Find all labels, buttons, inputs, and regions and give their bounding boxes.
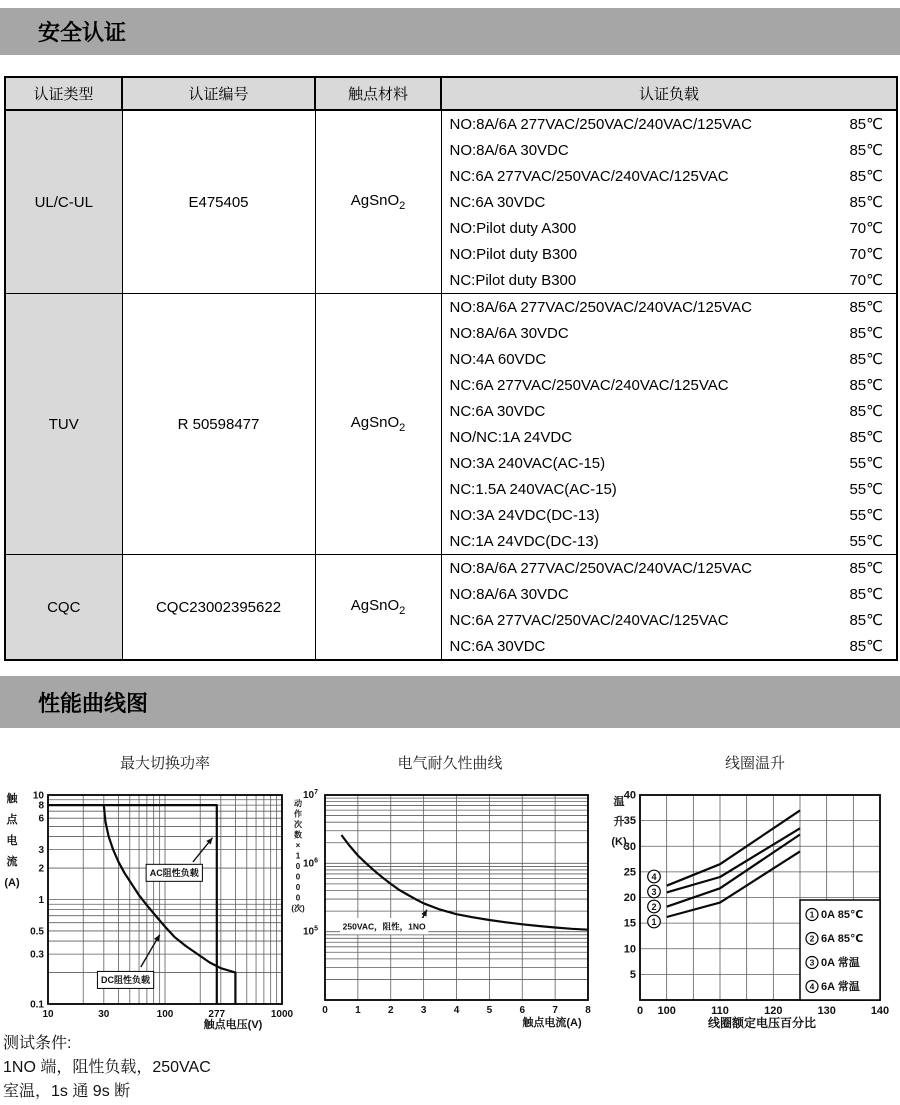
section-header-performance-curves [0, 676, 900, 728]
svg-text:3: 3 [809, 957, 815, 968]
load-temperature: 70℃ [849, 272, 883, 289]
axis-labels [4, 791, 262, 1031]
svg-text:107: $10^7$ [303, 789, 319, 801]
svg-text:触: 触 [6, 793, 18, 805]
cert-number-cell: R 50598477 [122, 294, 315, 555]
load-description: NO:3A 24VDC(DC-13) [449, 506, 600, 524]
chart-electrical-endurance [290, 780, 610, 1030]
load-description: NC:6A 30VDC [449, 637, 546, 655]
load-line [442, 372, 897, 398]
svg-text:2: 2 [809, 933, 815, 944]
load-description: NO/NC:1A 24VDC [449, 428, 573, 446]
svg-text:3: 3 [38, 845, 44, 857]
col-header-contact-material: 触点材料 [315, 77, 441, 110]
cert-type-cell: TUV [5, 294, 122, 555]
load-temperature: 85℃ [849, 560, 883, 577]
load-description: NO:8A/6A 30VDC [449, 324, 569, 342]
svg-text:100: 100 [156, 1009, 174, 1020]
load-description: NO:8A/6A 277VAC/250VAC/240VAC/125VAC [449, 115, 752, 133]
annotation [340, 910, 428, 935]
svg-text:0A 常温: 0A 常温 [821, 957, 860, 969]
load-temperature: 55℃ [849, 481, 883, 498]
svg-text:25: 25 [623, 866, 636, 879]
cert-loads-cell [441, 555, 897, 661]
test-conditions-line: 室温，1s 通 9s 断 [3, 1083, 131, 1100]
svg-text:电: 电 [6, 835, 18, 847]
svg-text:4: 4 [809, 981, 815, 992]
svg-text:2: 2 [651, 902, 657, 912]
load-description: NC:6A 277VAC/250VAC/240VAC/125VAC [449, 167, 729, 185]
load-temperature: 85℃ [849, 377, 883, 394]
load-line [442, 111, 897, 137]
svg-text:4: 4 [651, 872, 657, 882]
load-line [442, 633, 897, 659]
svg-text:流: 流 [6, 856, 18, 868]
load-line [442, 476, 897, 502]
load-description: NC:1.5A 240VAC(AC-15) [449, 480, 617, 498]
svg-text:温: 温 [613, 796, 625, 808]
load-temperature: 85℃ [849, 168, 883, 185]
load-temperature: 85℃ [849, 351, 883, 368]
cert-group-row [5, 555, 897, 661]
annotation [97, 935, 159, 989]
load-temperature: 85℃ [849, 429, 883, 446]
svg-text:次: 次 [294, 820, 302, 829]
load-line [442, 555, 897, 581]
load-description: NO:8A/6A 30VDC [449, 585, 569, 603]
load-temperature: 55℃ [849, 507, 883, 524]
load-temperature: 85℃ [849, 325, 883, 342]
svg-text:277: 277 [208, 1009, 226, 1020]
svg-text:线圈额定电压百分比: 线圈额定电压百分比 [707, 1016, 817, 1030]
cert-type-cell: CQC [5, 555, 122, 661]
series-curve [667, 851, 800, 917]
col-header-cert-number: 认证编号 [122, 77, 315, 110]
svg-text:8: 8 [585, 1005, 591, 1016]
load-line [442, 528, 897, 554]
load-temperature: 85℃ [849, 299, 883, 316]
svg-text:6: 6 [38, 813, 44, 825]
svg-text:作: 作 [294, 809, 302, 819]
load-description: NO:4A 60VDC [449, 350, 547, 368]
svg-text:(K): (K) [611, 836, 627, 848]
svg-text:数: 数 [294, 830, 302, 840]
load-line [442, 163, 897, 189]
table-header-row [5, 77, 897, 110]
load-line [442, 607, 897, 633]
load-description: NC:6A 30VDC [449, 193, 546, 211]
load-line [442, 189, 897, 215]
svg-text:3: 3 [651, 887, 657, 897]
grid [325, 795, 588, 1000]
svg-text:10: 10 [42, 1009, 54, 1020]
svg-text:106: $10^6$ [303, 857, 319, 870]
svg-text:40: 40 [623, 789, 636, 802]
load-line [442, 294, 897, 320]
col-header-cert-type: 认证类型 [5, 77, 122, 110]
load-description: NO:Pilot duty A300 [449, 219, 577, 237]
load-description: NC:6A 30VDC [449, 402, 546, 420]
series-curve [341, 835, 588, 930]
svg-text:DC阻性负载: DC阻性负载 [101, 975, 151, 986]
svg-text:10: 10 [623, 943, 636, 956]
svg-text:AC阻性负载: AC阻性负载 [149, 868, 199, 879]
cert-loads-cell [441, 294, 897, 555]
load-line [442, 346, 897, 372]
axis-labels [611, 794, 816, 1030]
svg-text:30: 30 [98, 1009, 110, 1020]
svg-text:20: 20 [623, 892, 636, 904]
svg-text:5: 5 [629, 968, 636, 981]
cert-loads-cell [441, 110, 897, 294]
test-conditions-line: 测试条件: [3, 1035, 72, 1052]
svg-text:0: 0 [295, 883, 301, 892]
load-temperature: 70℃ [849, 246, 883, 263]
load-temperature: 85℃ [849, 638, 883, 655]
cert-group-row [5, 294, 897, 555]
load-line [442, 450, 897, 476]
svg-text:0.1: 0.1 [30, 999, 44, 1011]
svg-text:0: 0 [636, 1005, 644, 1017]
svg-text:动: 动 [294, 799, 302, 808]
svg-text:30: 30 [623, 840, 636, 853]
load-line [442, 581, 897, 607]
svg-text:250VAC，阻性，1NO: 250VAC，阻性，1NO [342, 921, 426, 932]
load-line [442, 398, 897, 424]
section-header-safety-certification [0, 8, 900, 55]
contact-material-cell: AgSnO$_2$ [315, 294, 441, 555]
load-description: NC:6A 277VAC/250VAC/240VAC/125VAC [449, 376, 729, 394]
section-title-safety: 安全认证 [38, 20, 127, 45]
contact-material-cell: AgSnO$_2$ [315, 110, 441, 294]
load-description: NC:Pilot duty B300 [449, 271, 577, 289]
chart-title-max-switching-power: 最大切换功率 [119, 755, 210, 772]
svg-text:8: 8 [38, 800, 44, 812]
annotation [146, 838, 212, 882]
svg-text:6: 6 [519, 1005, 526, 1016]
svg-text:105: $10^5$ [303, 925, 319, 938]
load-temperature: 70℃ [849, 220, 883, 237]
svg-text:0.5: 0.5 [30, 926, 44, 938]
chart-coil-temperature-rise [610, 780, 900, 1030]
svg-text:0: 0 [322, 1005, 328, 1016]
svg-text:触点电流(A): 触点电流(A) [522, 1017, 582, 1029]
svg-text:0: 0 [295, 862, 301, 871]
legend [800, 900, 880, 1000]
chart-max-switching-power [0, 780, 300, 1030]
svg-text:10: 10 [32, 790, 44, 802]
load-description: NC:1A 24VDC(DC-13) [449, 532, 599, 550]
svg-text:1: 1 [295, 851, 301, 861]
load-temperature: 55℃ [849, 533, 883, 550]
svg-text:1: 1 [809, 909, 815, 920]
load-description: NO:8A/6A 277VAC/250VAC/240VAC/125VAC [449, 559, 752, 577]
load-line [442, 137, 897, 163]
svg-text:升: 升 [613, 816, 625, 828]
svg-text:(A): (A) [4, 877, 20, 889]
load-line [442, 215, 897, 241]
svg-text:0A 85℃: 0A 85℃ [821, 909, 864, 921]
load-temperature: 85℃ [849, 194, 883, 211]
certification-table [4, 76, 898, 661]
load-temperature: 85℃ [849, 586, 883, 603]
chart-title-electrical-endurance: 电气耐久性曲线 [397, 755, 503, 772]
axis-labels [291, 798, 582, 1029]
section-title-curves: 性能曲线图 [38, 690, 149, 716]
svg-text:(次): (次) [291, 904, 305, 913]
cert-number-cell: CQC23002395622 [122, 555, 315, 661]
load-description: NO:8A/6A 277VAC/250VAC/240VAC/125VAC [449, 298, 752, 316]
test-conditions [3, 1032, 211, 1104]
svg-text:5: 5 [486, 1005, 493, 1016]
svg-text:120: 120 [764, 1005, 783, 1017]
svg-text:1000: 1000 [270, 1009, 294, 1020]
load-description: NO:8A/6A 30VDC [449, 141, 569, 159]
series [341, 835, 588, 930]
load-description: NO:Pilot duty B300 [449, 245, 578, 263]
load-description: NO:3A 240VAC(AC-15) [449, 454, 606, 472]
svg-text:15: 15 [623, 917, 636, 930]
series-curve [667, 835, 800, 907]
load-line [442, 241, 897, 267]
cert-group-row [5, 110, 897, 294]
svg-text:触点电压(V): 触点电压(V) [203, 1019, 263, 1031]
svg-text:130: 130 [817, 1005, 836, 1017]
axis-ticks [303, 789, 591, 1016]
grid [48, 795, 282, 1004]
load-line [442, 424, 897, 450]
load-temperature: 85℃ [849, 403, 883, 420]
test-conditions-line: 1NO 端，阻性负载，250VAC [3, 1059, 211, 1076]
axis-ticks [30, 791, 293, 1021]
svg-text:1: 1 [355, 1005, 361, 1016]
svg-text:3: 3 [420, 1005, 427, 1016]
svg-text:7: 7 [552, 1005, 558, 1016]
load-line [442, 502, 897, 528]
load-temperature: 85℃ [849, 612, 883, 629]
svg-text:0: 0 [295, 872, 301, 882]
svg-text:0.3: 0.3 [30, 949, 44, 961]
svg-text:1: 1 [651, 917, 657, 927]
contact-material-cell: AgSnO$_2$ [315, 555, 441, 661]
load-temperature: 55℃ [849, 455, 883, 472]
svg-text:6A 85℃: 6A 85℃ [821, 933, 864, 945]
svg-text:100: 100 [657, 1005, 676, 1017]
svg-text:2: 2 [387, 1005, 394, 1016]
svg-text:点: 点 [6, 814, 18, 826]
svg-text:1: 1 [38, 895, 44, 906]
load-line [442, 320, 897, 346]
cert-number-cell: E475405 [122, 110, 315, 294]
svg-text:6A 常温: 6A 常温 [821, 981, 860, 993]
cert-type-cell: UL/C-UL [5, 110, 122, 294]
svg-text:0: 0 [295, 893, 301, 903]
svg-text:110: 110 [711, 1005, 729, 1017]
svg-text:140: 140 [870, 1005, 890, 1017]
load-temperature: 85℃ [849, 116, 883, 133]
series [648, 810, 800, 927]
svg-text:×: × [295, 841, 301, 850]
svg-text:4: 4 [453, 1005, 460, 1016]
load-description: NC:6A 277VAC/250VAC/240VAC/125VAC [449, 611, 729, 629]
col-header-cert-load: 认证负载 [441, 77, 897, 110]
load-temperature: 85℃ [849, 142, 883, 159]
series-curve [667, 828, 800, 892]
chart-title-coil-temp-rise: 线圈温升 [724, 755, 785, 772]
svg-text:2: 2 [38, 863, 44, 875]
svg-text:35: 35 [623, 815, 636, 828]
load-line [442, 267, 897, 293]
